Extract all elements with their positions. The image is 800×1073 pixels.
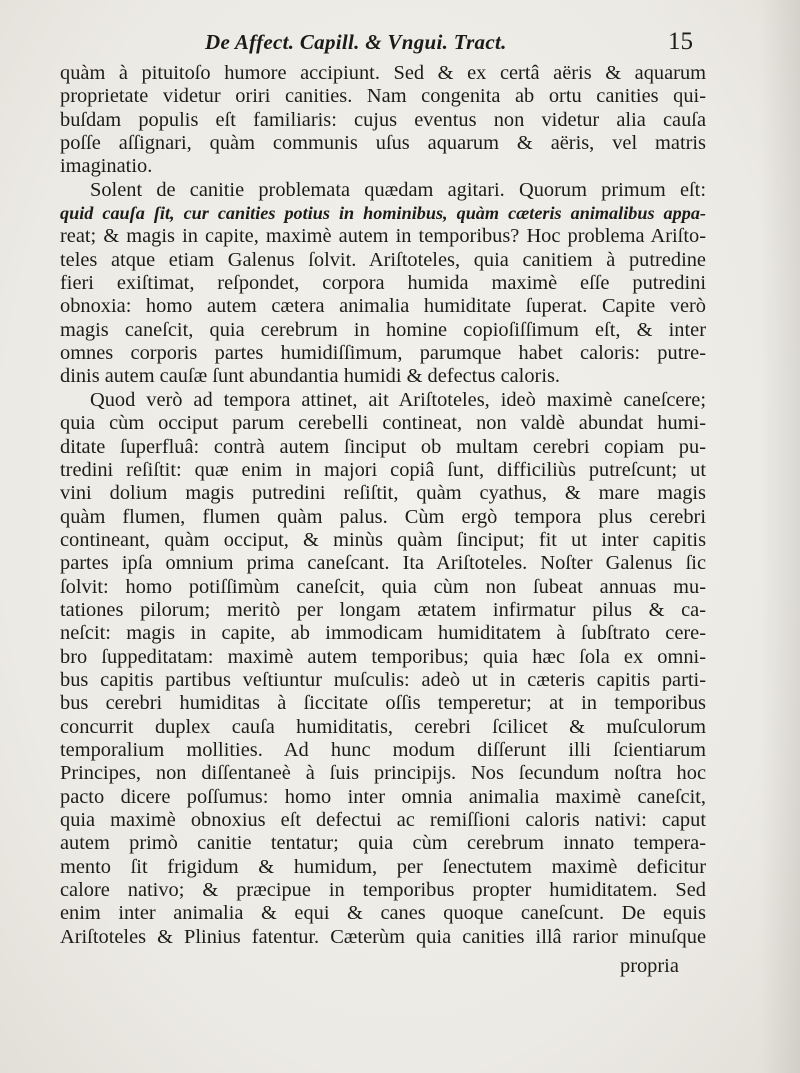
text-line: bus cerebri humiditas à ſiccitate oſſis temperetur; at in temporibus [60, 692, 706, 715]
text-line: autem primò canitie tentatur; quia cùm cerebrum innato tempera- [60, 832, 706, 855]
text-line: quia cùm occiput parum cerebelli contineat, non valdè abundat humi- [60, 412, 706, 435]
page-number: 15 [668, 28, 693, 55]
text-line: fieri exiſtimat, reſpondet, corpora humida maximè eſſe putredini [60, 272, 706, 295]
text-line: ſolvit: homo potiſſimùm caneſcit, quia cùm non ſubeat annuas mu- [60, 575, 706, 598]
text-line: omnes corporis partes humidiſſimum, parumque habet caloris: putre- [60, 342, 706, 365]
text-line: bus capitis partibus veſtiuntur muſculis: adeò ut in cæteris capitis parti- [60, 668, 706, 691]
text-line: Principes, non diſſentaneè à ſuis principijs. Nos ſecundum noſtra hoc [60, 762, 706, 785]
catchword: propria [620, 955, 679, 977]
text-line: poſſe aſſignari, quàm communis uſus aquarum & aëris, vel matris [60, 132, 706, 155]
text-line: quàm à pituitoſo humore accipiunt. Sed & ex certâ aëris & aquarum [60, 62, 706, 84]
text-line: contineant, quàm occiput, & minùs quàm ſinciput; fit ut inter capitis [60, 528, 706, 551]
text-line: Ariſtoteles & Plinius fatentur. Cæterùm quia canities illâ rarior minuſque [60, 925, 706, 948]
text-line: Quod verò ad tempora attinet, ait Ariſtoteles, ideò maximè caneſcere; [90, 388, 706, 411]
text-line: bro ſuppeditatam: maximè autem temporibus; quia hæc ſola ex omni- [60, 645, 706, 668]
text-line: neſcit: magis in capite, ab immodicam humiditatem à ſubſtrato cere- [60, 622, 706, 645]
text-line: mento ſit frigidum & humidum, per ſenectutem maximè deficitur [60, 855, 706, 878]
body-text [60, 62, 706, 949]
text-line: Solent de canitie problemata quædam agitari. Quorum primum eſt: [90, 178, 706, 201]
text-line: tationes pilorum; meritò per longam ætatem infirmatur pilus & ca- [60, 598, 706, 621]
text-line: vini dolium magis putredini reſiſtit, quàm cyathus, & mare magis [60, 482, 706, 505]
text-line: concurrit duplex cauſa humiditatis, cerebri ſcilicet & muſculorum [60, 715, 706, 738]
text-line: quia maximè obnoxius eſt defectui ac remiſſioni caloris nativi: caput [60, 809, 706, 831]
text-line: enim inter animalia & equi & canes quoque caneſcunt. De equis [60, 902, 706, 925]
running-title: De Affect. Capill. & Vngui. Tract. [205, 30, 507, 54]
text-line: tredini reſiſtit: quæ enim in majori copiâ ſunt, difficiliùs putreſcunt; ut [60, 458, 706, 481]
text-line: temporalium mollities. Ad hunc modum diſſerunt illi ſcientiarum [60, 738, 706, 761]
text-line: imaginatio. [60, 155, 153, 178]
text-line: calore nativo; & præcipue in temporibus propter humiditatem. Sed [60, 879, 706, 902]
text-line: partes ipſa omnium prima caneſcant. Ita Ariſtoteles. Noſter Galenus ſic [60, 552, 706, 575]
text-line: dinis autem cauſæ ſunt abundantia humidi & defectus caloris. [60, 365, 561, 388]
text-line: reat; & magis in capite, maximè autem in temporibus? Hoc problema Ariſto- [60, 225, 706, 248]
text-line: pacto dicere poſſumus: homo inter omnia animalia maximè caneſcit, [60, 785, 706, 808]
text-line: buſdam populis eſt familiaris: cujus eventus non videtur alia cauſa [60, 108, 706, 131]
text-line: teles atque etiam Galenus ſolvit. Ariſtoteles, quia canitiem à putredine [60, 248, 706, 271]
text-line: proprietate videtur oriri canities. Nam congenita ab ortu canities qui- [60, 85, 706, 108]
text-line: obnoxia: homo autem cætera animalia humiditate ſuperat. Capite verò [60, 295, 706, 318]
text-line: ditate ſuperfluâ: contrà autem ſinciput ob multam cerebri copiam pu- [60, 435, 706, 458]
text-line: quàm flumen, flumen quàm palus. Cùm ergò tempora plus cerebri [60, 505, 706, 528]
text-line: magis caneſcit, quia cerebrum in homine copioſiſſimum eſt, & inter [60, 318, 706, 341]
text-line: quid cauſa ſit, cur canities potius in hominibus, quàm cæteris animalibus appa- [60, 203, 706, 224]
page-edge-shadow [760, 0, 800, 1073]
running-head [0, 28, 800, 58]
